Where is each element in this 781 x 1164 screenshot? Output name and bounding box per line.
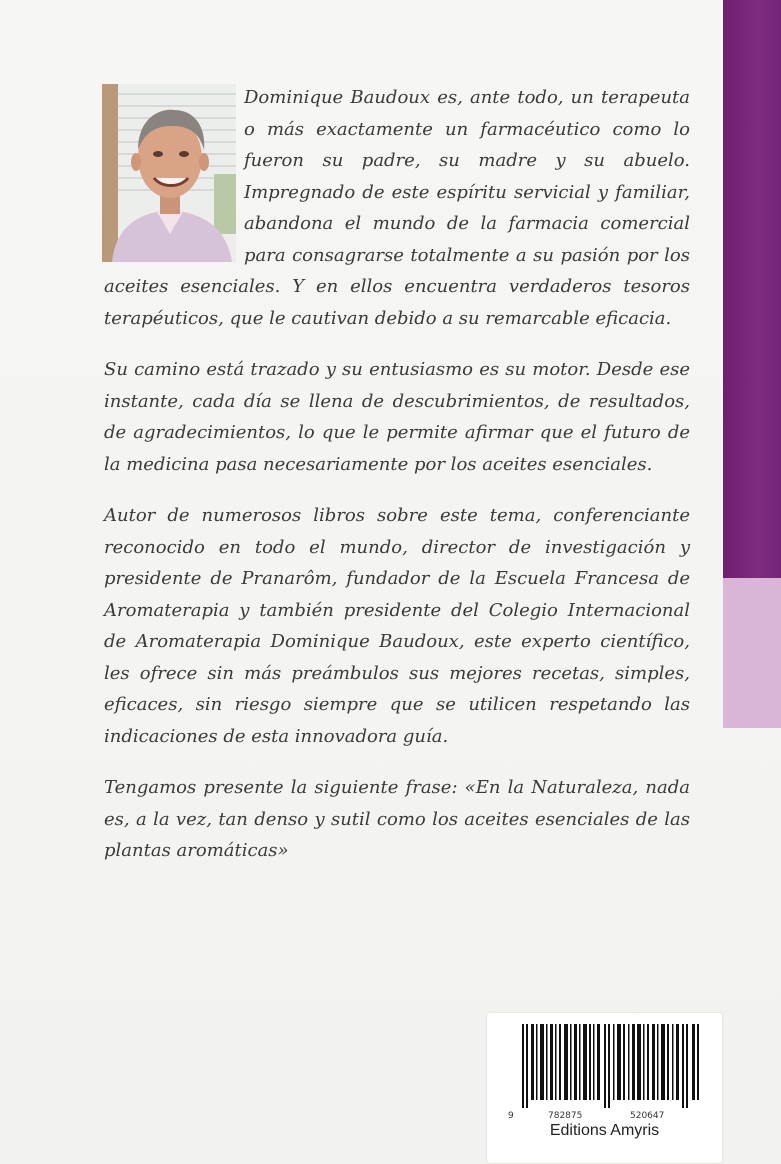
author-photo: [102, 84, 236, 262]
blurb-paragraph-3: Autor de numerosos libros sobre este tema, conferenciante reconocido en todo el mundo, director de investigación y presidente de Pranarôm, fundador de la Escuela Francesa de Aromaterapia y también presidente del Colegio Internacional de Aromaterapia Dominique Baudoux, este experto científico, les ofrece sin más preámbulos sus mejores recetas, simples, eficaces, sin riesgo siempre que se utilicen respetando las indicaciones de esta innovadora guía.: [104, 505, 690, 747]
lilac-stripe: [723, 578, 781, 728]
paragraph-1-text: Dominique Baudoux es, ante todo, un terapeuta o más exactamente un farmacéutico como lo fueron su padre, su madre y su abuelo. Impregnado de este espíritu servicial y familiar, abandona el mundo de la farmacia comercial para consagrarse totalmente a su pasión por los aceites esenciales. Y en ellos encuentra verdaderos tesoros terapéuticos, que le cautivan debido a su remarcable eficacia.: [104, 87, 690, 329]
author-portrait-icon: [102, 84, 236, 262]
barcode-digits-right: 520647: [630, 1111, 665, 1121]
blurb-paragraph-2: Su camino está trazado y su entusiasmo es su motor. Desde ese instante, cada día se llena de descubrimientos, de resultados, de agradecimientos, lo que le permite afirmar que el futuro de la medicina pasa necesariamente por los aceites esenciales.: [104, 359, 690, 475]
blurb-paragraph-4: Tengamos presente la siguiente frase: «En la Naturaleza, nada es, a la vez, tan denso y sutil como los aceites esenciales de las plantas aromáticas»: [104, 777, 690, 861]
barcode-digits-left: 782875: [548, 1111, 583, 1121]
barcode-icon: [522, 1024, 700, 1108]
publisher-name: Editions Amyris: [549, 1122, 660, 1139]
barcode-digit-first: 9: [508, 1111, 514, 1121]
purple-stripe: [723, 0, 781, 578]
